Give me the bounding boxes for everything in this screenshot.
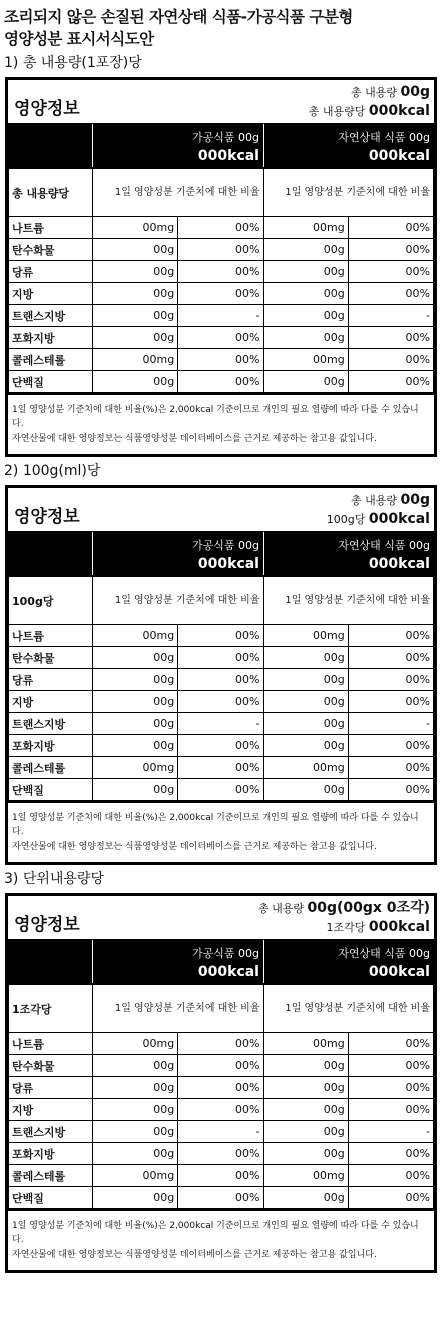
processed-rdi-header: 1일 영양성분 기준치에 대한 비율: [93, 985, 264, 1033]
natural-amount: 00g: [263, 327, 348, 349]
total-content-value: 00g: [400, 84, 430, 100]
energy-line: [327, 510, 430, 529]
nutrient-row: [9, 327, 434, 349]
nutrient-row: [9, 1143, 434, 1165]
nutrient-name: 트랜스지방: [9, 713, 93, 735]
processed-percent: 00%: [178, 735, 263, 757]
natural-amount: 00mg: [263, 1165, 348, 1187]
energy-value: 000kcal: [368, 511, 430, 527]
processed-percent: 00%: [178, 283, 263, 305]
natural-percent: 00%: [348, 647, 433, 669]
label-title: 영양정보: [14, 507, 80, 527]
natural-amount: 00g: [263, 239, 348, 261]
section-title: 3) 단위내용량당: [4, 871, 104, 887]
natural-food-energy: 000kcal: [368, 964, 430, 980]
energy-basis-label: 총 내용량당: [308, 105, 369, 118]
natural-amount: 00g: [263, 735, 348, 757]
nutrient-name: 나트륨: [9, 217, 93, 239]
processed-amount: 00g: [93, 735, 178, 757]
natural-percent: 00%: [348, 1143, 433, 1165]
natural-amount: 00g: [263, 305, 348, 327]
nutrient-name: 트랜스지방: [9, 305, 93, 327]
natural-amount: 00g: [263, 1187, 348, 1209]
processed-amount: 00g: [93, 779, 178, 801]
processed-amount: 00mg: [93, 217, 178, 239]
nutrient-name: 탄수화물: [9, 647, 93, 669]
processed-percent: 00%: [178, 1033, 263, 1055]
natural-percent: 00%: [348, 1055, 433, 1077]
processed-food-header: [92, 532, 263, 575]
total-content-line: [327, 491, 430, 510]
natural-amount: 00mg: [263, 217, 348, 239]
processed-food-energy: 000kcal: [197, 964, 259, 980]
footnote-rdi: 1일 영양성분 기준치에 대한 비율(%)은 2,000kcal 기준이므로 개인의 필요 열량에 따라 다를 수 있습니다.: [12, 405, 419, 429]
column-header-blank: [8, 124, 92, 167]
natural-percent: 00%: [348, 779, 433, 801]
total-content-label: 총 내용량: [350, 86, 401, 99]
nutrient-row: [9, 1033, 434, 1055]
nutrient-row: [9, 1055, 434, 1077]
nutrient-row: [9, 1187, 434, 1209]
basis-label: 총 내용량당: [9, 169, 93, 217]
nutrient-row: [9, 1121, 434, 1143]
processed-percent: -: [178, 305, 263, 327]
energy-line: [258, 918, 430, 937]
processed-percent: 00%: [178, 1187, 263, 1209]
natural-percent: 00%: [348, 349, 433, 371]
label-summary: [309, 80, 434, 123]
processed-amount: 00g: [93, 1187, 178, 1209]
nutrient-row: [9, 1077, 434, 1099]
natural-amount: 00g: [263, 1099, 348, 1121]
section-title: 1) 총 내용량(1포장)당: [4, 55, 142, 71]
natural-percent: 00%: [348, 625, 433, 647]
processed-percent: 00%: [178, 1077, 263, 1099]
processed-percent: 00%: [178, 1055, 263, 1077]
nutrient-name: 포화지방: [9, 1143, 93, 1165]
energy-basis-label: 1조각당: [326, 921, 369, 934]
natural-food-header: [263, 124, 434, 167]
processed-percent: -: [178, 713, 263, 735]
natural-food-energy: 000kcal: [368, 148, 430, 164]
label-footnote: [8, 1209, 434, 1270]
processed-percent: 00%: [178, 217, 263, 239]
column-header-band: [8, 124, 434, 168]
natural-percent: 00%: [348, 239, 433, 261]
processed-food-header: [92, 940, 263, 983]
basis-label: 1조각당: [9, 985, 93, 1033]
nutrient-row: [9, 371, 434, 393]
natural-food-header: [263, 940, 434, 983]
nutrient-row: [9, 735, 434, 757]
nutrient-name: 단백질: [9, 371, 93, 393]
nutrient-row: [9, 239, 434, 261]
nutrient-row: [9, 625, 434, 647]
natural-amount: 00g: [263, 713, 348, 735]
processed-percent: 00%: [178, 327, 263, 349]
natural-rdi-header: 1일 영양성분 기준치에 대한 비율: [263, 577, 434, 625]
natural-amount: 00g: [263, 1055, 348, 1077]
heading-line-2: 영양성분 표시서식도안: [4, 30, 154, 48]
processed-percent: 00%: [178, 349, 263, 371]
processed-percent: 00%: [178, 1143, 263, 1165]
column-header-band: [8, 940, 434, 984]
natural-amount: 00g: [263, 1077, 348, 1099]
column-header-band: [8, 532, 434, 576]
processed-amount: 00g: [93, 669, 178, 691]
natural-amount: 00mg: [263, 349, 348, 371]
label-section: [4, 53, 438, 457]
column-header-blank: [8, 532, 92, 575]
processed-amount: 00g: [93, 647, 178, 669]
nutrition-label-panel: [5, 485, 437, 865]
label-summary: [327, 488, 434, 531]
document-heading: [4, 0, 438, 50]
label-summary: [258, 896, 434, 939]
natural-percent: -: [348, 713, 433, 735]
processed-food-energy: 000kcal: [197, 556, 259, 572]
total-content-label: 총 내용량: [350, 494, 401, 507]
processed-amount: 00mg: [93, 625, 178, 647]
processed-percent: 00%: [178, 691, 263, 713]
natural-percent: 00%: [348, 757, 433, 779]
natural-food-amount: 자연상태 식품 00g: [338, 947, 430, 960]
natural-percent: 00%: [348, 691, 433, 713]
processed-percent: 00%: [178, 1165, 263, 1187]
natural-percent: -: [348, 1121, 433, 1143]
energy-value: 000kcal: [368, 103, 430, 119]
nutrient-row: [9, 349, 434, 371]
nutrient-name: 나트륨: [9, 625, 93, 647]
total-content-line: [258, 899, 430, 918]
total-content-value: 00g: [400, 492, 430, 508]
processed-amount: 00g: [93, 327, 178, 349]
natural-food-amount: 자연상태 식품 00g: [338, 131, 430, 144]
total-content-label: 총 내용량: [258, 902, 308, 915]
label-title: 영양정보: [14, 99, 80, 119]
nutrient-row: [9, 757, 434, 779]
nutrient-row: [9, 779, 434, 801]
processed-percent: 00%: [178, 625, 263, 647]
natural-percent: 00%: [348, 735, 433, 757]
nutrient-row: [9, 713, 434, 735]
processed-amount: 00g: [93, 1143, 178, 1165]
processed-amount: 00g: [93, 305, 178, 327]
table-header-row: [9, 985, 434, 1033]
natural-percent: 00%: [348, 327, 433, 349]
nutrient-name: 당류: [9, 1077, 93, 1099]
label-header: [8, 488, 434, 532]
footnote-rdi: 1일 영양성분 기준치에 대한 비율(%)은 2,000kcal 기준이므로 개인의 필요 열량에 따라 다를 수 있습니다.: [12, 813, 419, 837]
processed-food-amount: 가공식품 00g: [192, 539, 259, 552]
footnote-natural: 자연산물에 대한 영양정보는 식품영양성분 데이터베이스를 근거로 제공하는 참고용 값입니다.: [12, 434, 377, 444]
natural-amount: 00g: [263, 1143, 348, 1165]
natural-amount: 00mg: [263, 1033, 348, 1055]
natural-percent: -: [348, 305, 433, 327]
natural-food-amount: 자연상태 식품 00g: [338, 539, 430, 552]
label-footnote: [8, 393, 434, 454]
nutrient-table: [8, 984, 434, 1209]
processed-amount: 00g: [93, 1121, 178, 1143]
processed-percent: 00%: [178, 371, 263, 393]
processed-food-amount: 가공식품 00g: [192, 131, 259, 144]
natural-percent: 00%: [348, 1165, 433, 1187]
natural-amount: 00g: [263, 647, 348, 669]
nutrient-row: [9, 1165, 434, 1187]
processed-food-energy: 000kcal: [197, 148, 259, 164]
processed-amount: 00g: [93, 283, 178, 305]
processed-amount: 00mg: [93, 1033, 178, 1055]
natural-rdi-header: 1일 영양성분 기준치에 대한 비율: [263, 985, 434, 1033]
label-sections: [4, 53, 438, 1273]
processed-amount: 00mg: [93, 757, 178, 779]
processed-amount: 00g: [93, 1077, 178, 1099]
nutrient-name: 지방: [9, 283, 93, 305]
natural-percent: 00%: [348, 371, 433, 393]
nutrient-name: 단백질: [9, 1187, 93, 1209]
nutrient-table: [8, 168, 434, 393]
nutrient-name: 탄수화물: [9, 1055, 93, 1077]
natural-percent: 00%: [348, 1033, 433, 1055]
nutrient-name: 포화지방: [9, 735, 93, 757]
natural-food-energy: 000kcal: [368, 556, 430, 572]
nutrient-name: 포화지방: [9, 327, 93, 349]
natural-percent: 00%: [348, 283, 433, 305]
processed-amount: 00g: [93, 239, 178, 261]
processed-rdi-header: 1일 영양성분 기준치에 대한 비율: [93, 577, 264, 625]
footnote-natural: 자연산물에 대한 영양정보는 식품영양성분 데이터베이스를 근거로 제공하는 참고용 값입니다.: [12, 1250, 377, 1260]
natural-rdi-header: 1일 영양성분 기준치에 대한 비율: [263, 169, 434, 217]
processed-percent: 00%: [178, 779, 263, 801]
natural-amount: 00g: [263, 691, 348, 713]
natural-amount: 00mg: [263, 625, 348, 647]
column-header-blank: [8, 940, 92, 983]
nutrient-name: 나트륨: [9, 1033, 93, 1055]
table-header-row: [9, 169, 434, 217]
nutrient-name: 단백질: [9, 779, 93, 801]
processed-percent: 00%: [178, 669, 263, 691]
energy-basis-label: 100g당: [326, 513, 369, 526]
energy-value: 000kcal: [368, 919, 430, 935]
heading-line-1: 조리되지 않은 손질된 자연상태 식품-가공식품 구분형: [4, 8, 353, 26]
label-header: [8, 80, 434, 124]
label-header: [8, 896, 434, 940]
natural-amount: 00g: [263, 371, 348, 393]
processed-amount: 00g: [93, 371, 178, 393]
label-section: [4, 461, 438, 865]
processed-amount: 00g: [93, 713, 178, 735]
section-title: 2) 100g(ml)당: [4, 463, 101, 479]
total-content-value: 00g(00gx 0조각): [307, 900, 430, 916]
nutrient-row: [9, 1099, 434, 1121]
natural-amount: 00g: [263, 261, 348, 283]
footnote-rdi: 1일 영양성분 기준치에 대한 비율(%)은 2,000kcal 기준이므로 개인의 필요 열량에 따라 다를 수 있습니다.: [12, 1221, 419, 1245]
processed-percent: -: [178, 1121, 263, 1143]
nutrient-row: [9, 669, 434, 691]
nutrient-name: 트랜스지방: [9, 1121, 93, 1143]
label-title: 영양정보: [14, 915, 80, 935]
nutrient-row: [9, 647, 434, 669]
processed-percent: 00%: [178, 261, 263, 283]
processed-food-header: [92, 124, 263, 167]
natural-amount: 00g: [263, 283, 348, 305]
natural-percent: 00%: [348, 217, 433, 239]
nutrient-row: [9, 283, 434, 305]
nutrition-label-panel: [5, 893, 437, 1273]
natural-percent: 00%: [348, 1187, 433, 1209]
nutrient-name: 지방: [9, 1099, 93, 1121]
nutrient-name: 당류: [9, 669, 93, 691]
natural-percent: 00%: [348, 1099, 433, 1121]
table-header-row: [9, 577, 434, 625]
nutrient-name: 콜레스테롤: [9, 349, 93, 371]
label-section: [4, 869, 438, 1273]
nutrient-name: 당류: [9, 261, 93, 283]
processed-food-amount: 가공식품 00g: [192, 947, 259, 960]
nutrient-row: [9, 691, 434, 713]
processed-amount: 00g: [93, 261, 178, 283]
natural-amount: 00g: [263, 1121, 348, 1143]
nutrient-name: 콜레스테롤: [9, 757, 93, 779]
natural-amount: 00mg: [263, 757, 348, 779]
nutrient-row: [9, 261, 434, 283]
natural-amount: 00g: [263, 669, 348, 691]
nutrient-name: 지방: [9, 691, 93, 713]
processed-percent: 00%: [178, 647, 263, 669]
natural-amount: 00g: [263, 779, 348, 801]
footnote-natural: 자연산물에 대한 영양정보는 식품영양성분 데이터베이스를 근거로 제공하는 참고용 값입니다.: [12, 842, 377, 852]
processed-amount: 00mg: [93, 349, 178, 371]
nutrition-label-panel: [5, 77, 437, 457]
natural-food-header: [263, 532, 434, 575]
processed-amount: 00g: [93, 1099, 178, 1121]
processed-percent: 00%: [178, 757, 263, 779]
nutrient-name: 탄수화물: [9, 239, 93, 261]
processed-percent: 00%: [178, 239, 263, 261]
label-footnote: [8, 801, 434, 862]
natural-percent: 00%: [348, 1077, 433, 1099]
natural-percent: 00%: [348, 261, 433, 283]
energy-line: [309, 102, 430, 121]
processed-amount: 00mg: [93, 1165, 178, 1187]
processed-percent: 00%: [178, 1099, 263, 1121]
processed-amount: 00g: [93, 1055, 178, 1077]
natural-percent: 00%: [348, 669, 433, 691]
nutrient-row: [9, 305, 434, 327]
nutrient-table: [8, 576, 434, 801]
processed-amount: 00g: [93, 691, 178, 713]
basis-label: 100g당: [9, 577, 93, 625]
nutrient-name: 콜레스테롤: [9, 1165, 93, 1187]
processed-rdi-header: 1일 영양성분 기준치에 대한 비율: [93, 169, 264, 217]
nutrient-row: [9, 217, 434, 239]
total-content-line: [309, 83, 430, 102]
